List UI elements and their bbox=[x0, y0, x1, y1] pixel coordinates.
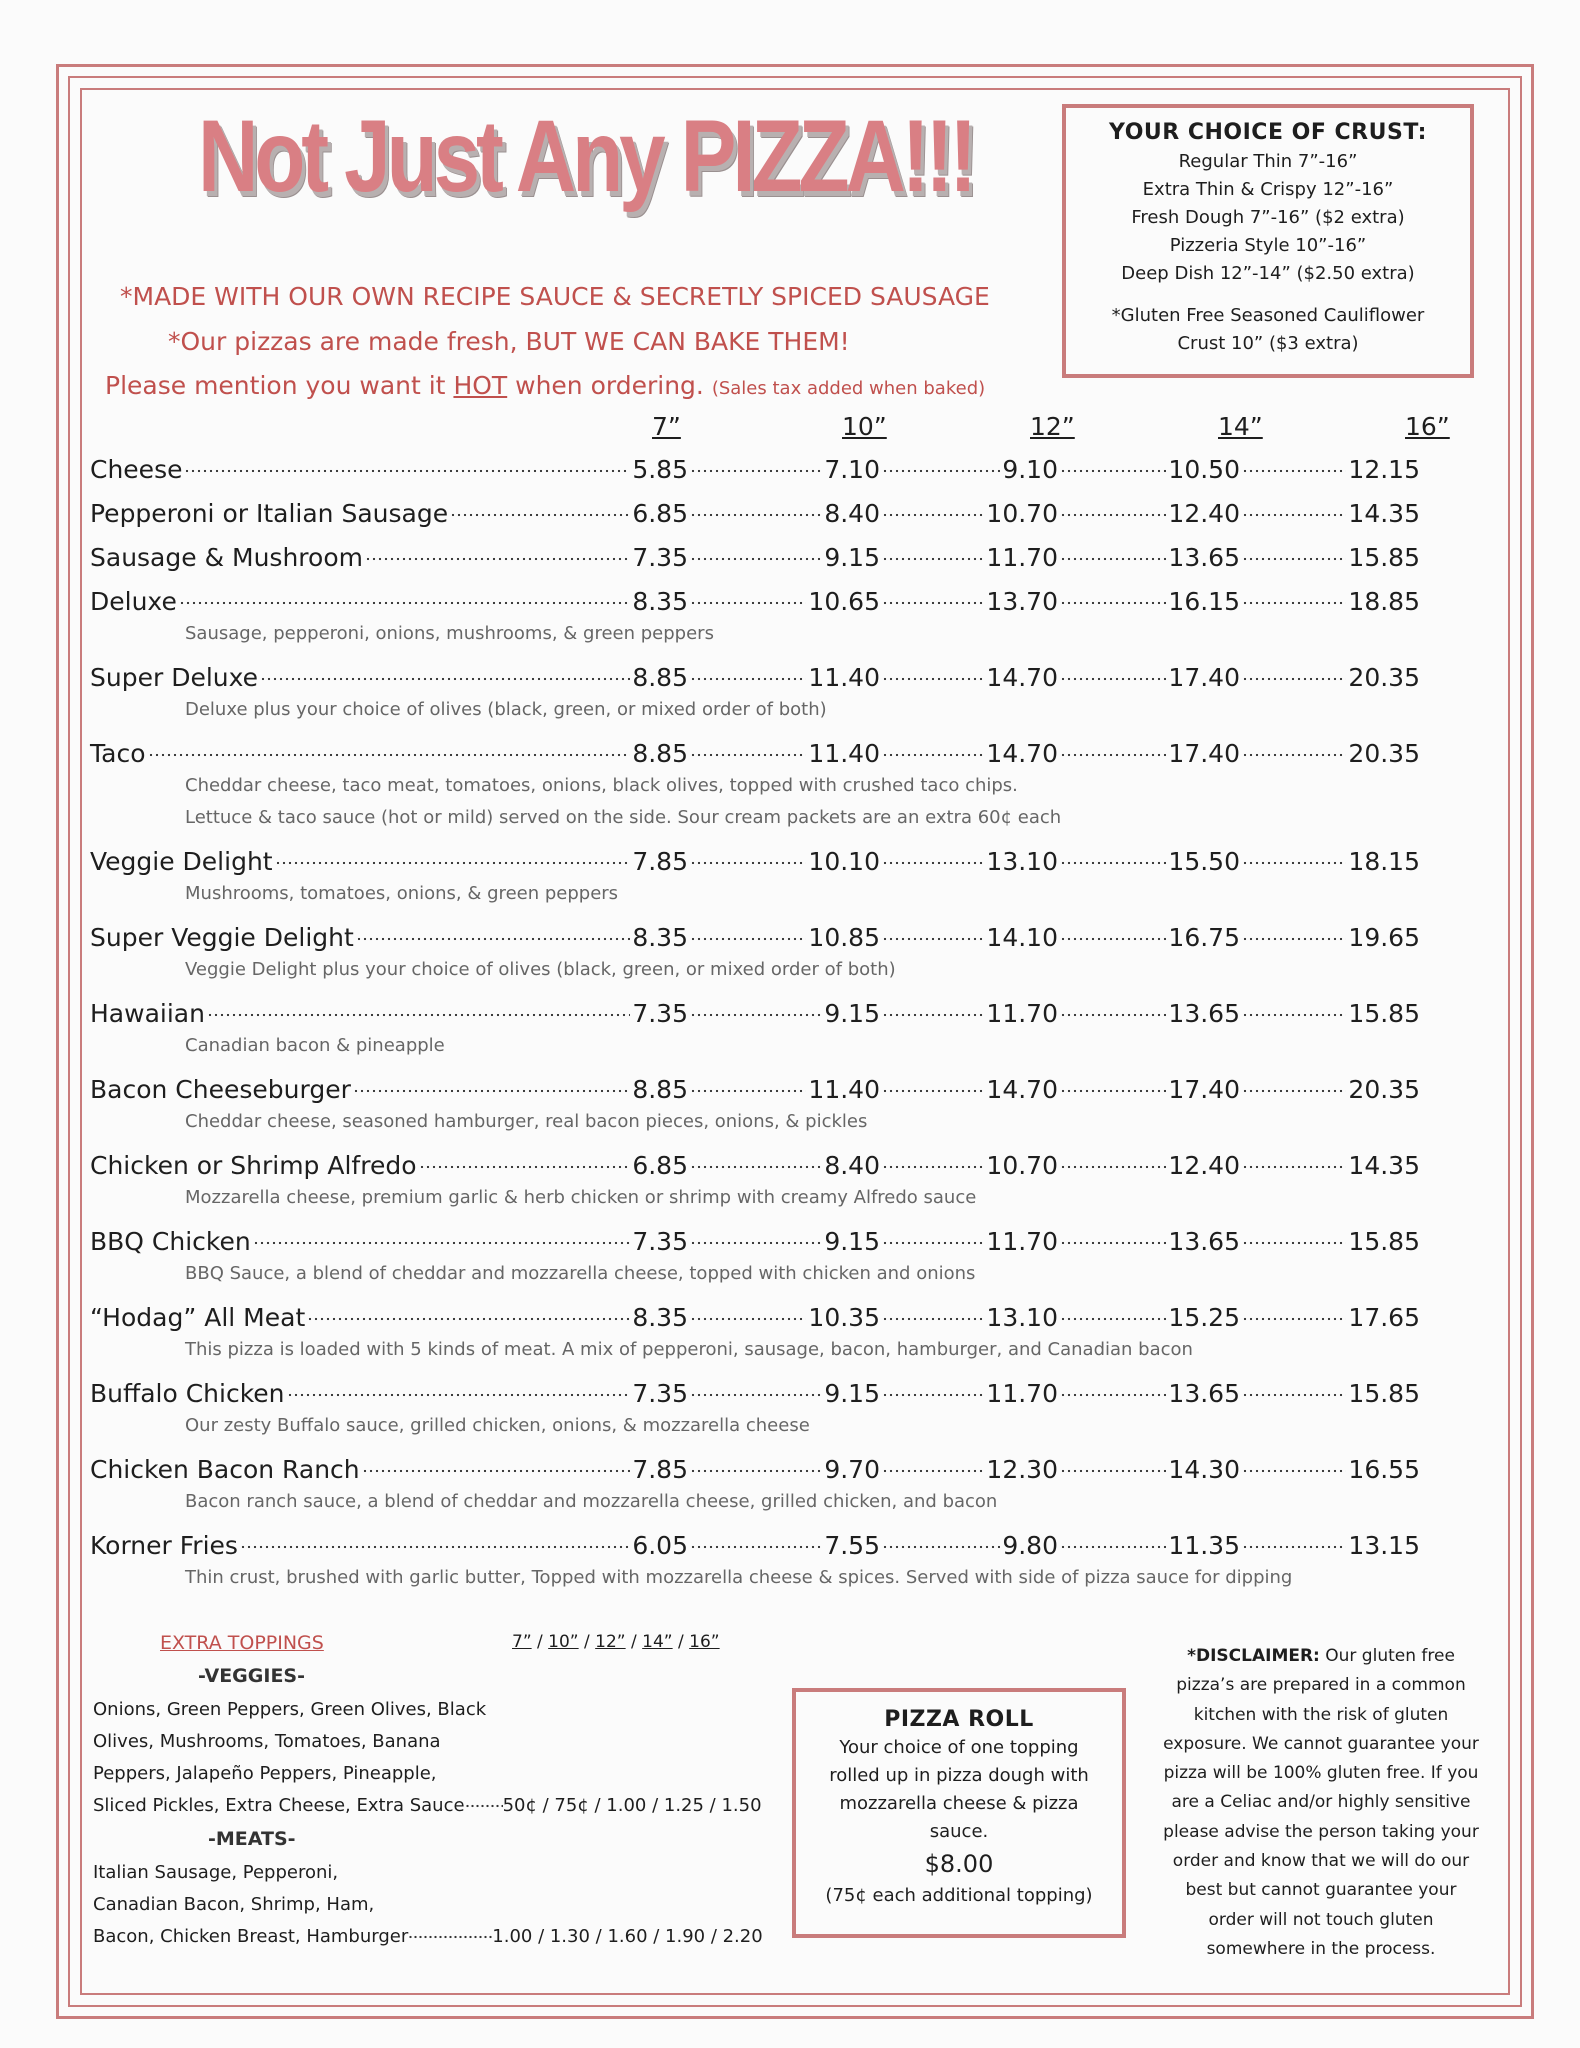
pizza-roll-box bbox=[792, 1688, 1126, 1938]
pizza-roll-price: $8.00 bbox=[924, 1850, 994, 1878]
menu-item-name: Chicken or Shrimp Alfredo bbox=[90, 1151, 417, 1180]
menu-item-price: 19.65 bbox=[1348, 923, 1420, 952]
menu-item-price: 11.70 bbox=[986, 1379, 1058, 1408]
menu-item-price: 16.75 bbox=[1168, 923, 1240, 952]
pizza-roll-desc: Your choice of one topping bbox=[839, 1737, 1079, 1758]
menu-item-price: 7.35 bbox=[632, 543, 688, 572]
menu-item-description: Canadian bacon & pineapple bbox=[185, 1035, 445, 1056]
veggie-toppings-line: Sliced Pickles, Extra Cheese, Extra Sauce 50¢ / 75¢ / 1.00 / 1.25 / 1.50 bbox=[93, 1795, 762, 1816]
menu-item-price: 9.15 bbox=[824, 1379, 880, 1408]
crust-option: Extra Thin & Crispy 12”-16” bbox=[1142, 179, 1394, 200]
menu-item-price: 13.10 bbox=[986, 1303, 1058, 1332]
pizza-roll-desc: mozzarella cheese & pizza bbox=[839, 1793, 1079, 1814]
menu-item-price: 11.70 bbox=[986, 543, 1058, 572]
pizza-roll-heading: PIZZA ROLL bbox=[884, 1707, 1034, 1732]
intro-recipe-note: *MADE WITH OUR OWN RECIPE SAUCE & SECRETLY SPICED SAUSAGE bbox=[120, 282, 990, 311]
crust-option: Pizzeria Style 10”-16” bbox=[1169, 235, 1367, 256]
menu-item-price: 17.40 bbox=[1168, 1075, 1240, 1104]
menu-item-name: BBQ Chicken bbox=[90, 1227, 251, 1256]
menu-item-row bbox=[90, 663, 1460, 699]
veggie-toppings-prices: 50¢ / 75¢ / 1.00 / 1.25 / 1.50 bbox=[502, 1795, 762, 1816]
menu-item-row bbox=[90, 587, 1460, 623]
menu-item-price: 8.40 bbox=[824, 499, 880, 528]
menu-item-price: 13.65 bbox=[1168, 999, 1240, 1028]
menu-item-price: 14.70 bbox=[986, 1075, 1058, 1104]
menu-item-price: 9.15 bbox=[824, 543, 880, 572]
menu-item-price: 9.70 bbox=[824, 1455, 880, 1484]
menu-item-price: 10.70 bbox=[986, 499, 1058, 528]
menu-item-description: BBQ Sauce, a blend of cheddar and mozzarella cheese, topped with chicken and onions bbox=[185, 1263, 976, 1284]
menu-item-description: Cheddar cheese, seasoned hamburger, real bacon pieces, onions, & pickles bbox=[185, 1111, 868, 1132]
menu-item-description: Deluxe plus your choice of olives (black, green, or mixed order of both) bbox=[185, 699, 827, 720]
menu-item-row bbox=[90, 455, 1460, 491]
menu-item-price: 15.85 bbox=[1348, 999, 1420, 1028]
menu-item-price: 16.55 bbox=[1348, 1455, 1420, 1484]
menu-item-price: 15.85 bbox=[1348, 1379, 1420, 1408]
menu-item-description: This pizza is loaded with 5 kinds of meat. A mix of pepperoni, sausage, bacon, hamburger, and Canadian bacon bbox=[185, 1339, 1193, 1360]
menu-item-row bbox=[90, 1531, 1460, 1567]
menu-item-name: Super Veggie Delight bbox=[90, 923, 354, 952]
menu-item-price: 11.35 bbox=[1168, 1531, 1240, 1560]
menu-item-price: 7.10 bbox=[824, 455, 880, 484]
veggie-toppings-line: Onions, Green Peppers, Green Olives, Black bbox=[93, 1699, 487, 1720]
menu-item-name: Taco bbox=[90, 739, 146, 768]
menu-item-price: 7.55 bbox=[824, 1531, 880, 1560]
menu-item-price: 10.35 bbox=[808, 1303, 880, 1332]
gluten-disclaimer: *DISCLAIMER: Our gluten free pizza’s are prepared in a common kitchen with the risk of gluten exposure. We cannot guarantee your pizza will be 100% gluten free. If you are a Celiac and/or highly sensitive please advise the person taking your order and know that we will do our best but cannot guarantee your order will not touch gluten somewhere in the process. bbox=[1163, 1646, 1479, 1959]
menu-item-row bbox=[90, 1227, 1460, 1263]
menu-item-row bbox=[90, 923, 1460, 959]
menu-item-price: 7.35 bbox=[632, 1227, 688, 1256]
sales-tax-note: (Sales tax added when baked) bbox=[711, 378, 986, 399]
menu-item-price: 7.85 bbox=[632, 847, 688, 876]
menu-item-price: 6.85 bbox=[632, 1151, 688, 1180]
menu-item-price: 9.10 bbox=[1002, 455, 1058, 484]
menu-item-price: 13.10 bbox=[986, 847, 1058, 876]
menu-item-name: “Hodag” All Meat bbox=[90, 1303, 306, 1332]
menu-item-description: Lettuce & taco sauce (hot or mild) served on the side. Sour cream packets are an extra 60¢ each bbox=[185, 807, 1062, 828]
gluten-free-crust: *Gluten Free Seasoned Cauliflower bbox=[1111, 305, 1425, 326]
menu-item-price: 11.40 bbox=[808, 663, 880, 692]
menu-item-price: 13.15 bbox=[1348, 1531, 1420, 1560]
menu-item-row bbox=[90, 847, 1460, 883]
menu-item-price: 20.35 bbox=[1348, 1075, 1420, 1104]
size-header-14: 14” bbox=[1218, 412, 1263, 441]
size-header-12: 12” bbox=[1030, 412, 1075, 441]
menu-item-price: 8.85 bbox=[632, 1075, 688, 1104]
gluten-free-crust-price: Crust 10” ($3 extra) bbox=[1177, 333, 1359, 354]
menu-item-row bbox=[90, 999, 1460, 1035]
menu-item-price: 6.05 bbox=[632, 1531, 688, 1560]
menu-item-price: 9.80 bbox=[1002, 1531, 1058, 1560]
menu-item-name: Bacon Cheeseburger bbox=[90, 1075, 351, 1104]
menu-item-description: Cheddar cheese, taco meat, tomatoes, onions, black olives, topped with crushed taco chips. bbox=[185, 775, 1018, 796]
crust-heading: YOUR CHOICE OF CRUST: bbox=[1109, 120, 1427, 145]
menu-item-price: 15.25 bbox=[1168, 1303, 1240, 1332]
menu-item-price: 14.70 bbox=[986, 663, 1058, 692]
veggie-toppings-line: Peppers, Jalapeño Peppers, Pineapple, bbox=[93, 1763, 437, 1784]
menu-item-price: 11.70 bbox=[986, 1227, 1058, 1256]
menu-item-row bbox=[90, 1303, 1460, 1339]
size-header-16: 16” bbox=[1405, 412, 1450, 441]
menu-item-price: 7.85 bbox=[632, 1455, 688, 1484]
menu-item-price: 14.70 bbox=[986, 739, 1058, 768]
menu-item-name: Deluxe bbox=[90, 587, 177, 616]
menu-item-price: 11.40 bbox=[808, 739, 880, 768]
menu-item-name: Cheese bbox=[90, 455, 183, 484]
menu-item-name: Sausage & Mushroom bbox=[90, 543, 363, 572]
intro-fresh-note: *Our pizzas are made fresh, BUT WE CAN BAKE THEM! bbox=[168, 327, 850, 356]
menu-item-price: 6.85 bbox=[632, 499, 688, 528]
pizza-roll-desc: sauce. bbox=[929, 1821, 989, 1842]
menu-item-name: Veggie Delight bbox=[90, 847, 273, 876]
menu-item-price: 10.50 bbox=[1168, 455, 1240, 484]
menu-item-description: Thin crust, brushed with garlic butter, Topped with mozzarella cheese & spices. Served with side of pizza sauce for dipping bbox=[185, 1567, 1293, 1588]
intro-hot-note: Please mention you want it HOT when ordering. (Sales tax added when baked) bbox=[105, 371, 986, 400]
menu-item-price: 15.85 bbox=[1348, 1227, 1420, 1256]
menu-item-price: 9.15 bbox=[824, 1227, 880, 1256]
hot-emphasis: HOT bbox=[453, 371, 508, 400]
menu-item-description: Bacon ranch sauce, a blend of cheddar and mozzarella cheese, grilled chicken, and bacon bbox=[185, 1491, 998, 1512]
menu-item-price: 17.40 bbox=[1168, 663, 1240, 692]
menu-item-row bbox=[90, 1151, 1460, 1187]
menu-item-name: Hawaiian bbox=[90, 999, 205, 1028]
menu-item-price: 20.35 bbox=[1348, 739, 1420, 768]
menu-item-price: 15.85 bbox=[1348, 543, 1420, 572]
menu-item-price: 11.40 bbox=[808, 1075, 880, 1104]
menu-item-price: 9.15 bbox=[824, 999, 880, 1028]
menu-item-price: 18.15 bbox=[1348, 847, 1420, 876]
menu-item-name: Pepperoni or Italian Sausage bbox=[90, 499, 449, 528]
crust-option: Deep Dish 12”-14” ($2.50 extra) bbox=[1121, 263, 1415, 284]
menu-item-price: 10.70 bbox=[986, 1151, 1058, 1180]
menu-item-price: 7.35 bbox=[632, 999, 688, 1028]
menu-item-price: 12.30 bbox=[986, 1455, 1058, 1484]
menu-item-price: 7.35 bbox=[632, 1379, 688, 1408]
meat-toppings-line: Italian Sausage, Pepperoni, bbox=[93, 1862, 339, 1883]
menu-item-row bbox=[90, 499, 1460, 535]
menu-item-row bbox=[90, 1075, 1460, 1111]
menu-item-price: 20.35 bbox=[1348, 663, 1420, 692]
menu-item-name: Buffalo Chicken bbox=[90, 1379, 285, 1408]
disclaimer-label: *DISCLAIMER: bbox=[1187, 1646, 1320, 1666]
menu-item-price: 17.65 bbox=[1348, 1303, 1420, 1332]
veggie-toppings-line: Olives, Mushrooms, Tomatoes, Banana bbox=[93, 1731, 441, 1752]
menu-item-row bbox=[90, 1379, 1460, 1415]
extra-toppings-sizes: 7” / 10” / 12” / 14” / 16” bbox=[512, 1632, 720, 1652]
size-header-7: 7” bbox=[652, 412, 681, 441]
meat-toppings-line: Canadian Bacon, Shrimp, Ham, bbox=[93, 1894, 375, 1915]
menu-item-price: 8.35 bbox=[632, 1303, 688, 1332]
menu-item-price: 8.35 bbox=[632, 587, 688, 616]
pizza-roll-note: (75¢ each additional topping) bbox=[825, 1885, 1093, 1906]
crust-option: Regular Thin 7”-16” bbox=[1178, 151, 1358, 172]
pizza-roll-desc: rolled up in pizza dough with bbox=[829, 1765, 1089, 1786]
size-header-10: 10” bbox=[842, 412, 887, 441]
menu-item-price: 18.85 bbox=[1348, 587, 1420, 616]
menu-item-description: Veggie Delight plus your choice of olives (black, green, or mixed order of both) bbox=[185, 959, 896, 980]
menu-item-price: 12.40 bbox=[1168, 1151, 1240, 1180]
menu-item-price: 11.70 bbox=[986, 999, 1058, 1028]
crust-option: Fresh Dough 7”-16” ($2 extra) bbox=[1131, 207, 1405, 228]
menu-item-price: 13.65 bbox=[1168, 543, 1240, 572]
menu-title: Not Just Any PIZZA!!! bbox=[198, 99, 974, 213]
meat-toppings-line: Bacon, Chicken Breast, Hamburger 1.00 / 1.30 / 1.60 / 1.90 / 2.20 bbox=[93, 1926, 763, 1947]
menu-item-row bbox=[90, 1455, 1460, 1491]
menu-item-price: 13.70 bbox=[986, 587, 1058, 616]
meats-heading: -MEATS- bbox=[208, 1828, 296, 1850]
menu-item-price: 12.15 bbox=[1348, 455, 1420, 484]
menu-item-price: 15.50 bbox=[1168, 847, 1240, 876]
menu-item-price: 8.85 bbox=[632, 739, 688, 768]
extra-toppings-heading: EXTRA TOPPINGS bbox=[160, 1632, 324, 1654]
menu-item-price: 13.65 bbox=[1168, 1227, 1240, 1256]
menu-item-price: 8.40 bbox=[824, 1151, 880, 1180]
menu-item-price: 14.35 bbox=[1348, 499, 1420, 528]
menu-item-price: 12.40 bbox=[1168, 499, 1240, 528]
crust-options-box bbox=[1062, 104, 1474, 378]
menu-item-price: 8.35 bbox=[632, 923, 688, 952]
menu-item-price: 16.15 bbox=[1168, 587, 1240, 616]
menu-item-price: 14.30 bbox=[1168, 1455, 1240, 1484]
menu-item-price: 14.10 bbox=[986, 923, 1058, 952]
menu-item-row bbox=[90, 543, 1460, 579]
menu-item-price: 8.85 bbox=[632, 663, 688, 692]
menu-item-price: 17.40 bbox=[1168, 739, 1240, 768]
menu-item-price: 10.10 bbox=[808, 847, 880, 876]
menu-item-name: Korner Fries bbox=[90, 1531, 238, 1560]
menu-item-price: 10.85 bbox=[808, 923, 880, 952]
menu-item-description: Our zesty Buffalo sauce, grilled chicken, onions, & mozzarella cheese bbox=[185, 1415, 810, 1436]
menu-item-name: Chicken Bacon Ranch bbox=[90, 1455, 360, 1484]
menu-item-name: Super Deluxe bbox=[90, 663, 259, 692]
menu-item-price: 13.65 bbox=[1168, 1379, 1240, 1408]
menu-item-description: Mushrooms, tomatoes, onions, & green peppers bbox=[185, 883, 619, 904]
menu-item-price: 5.85 bbox=[632, 455, 688, 484]
veggies-heading: -VEGGIES- bbox=[198, 1665, 305, 1687]
menu-item-price: 14.35 bbox=[1348, 1151, 1420, 1180]
meat-toppings-prices: 1.00 / 1.30 / 1.60 / 1.90 / 2.20 bbox=[492, 1926, 763, 1947]
menu-item-description: Mozzarella cheese, premium garlic & herb chicken or shrimp with creamy Alfredo sauce bbox=[185, 1187, 977, 1208]
menu-item-description: Sausage, pepperoni, onions, mushrooms, & green peppers bbox=[185, 623, 714, 644]
menu-item-price: 10.65 bbox=[808, 587, 880, 616]
menu-item-row bbox=[90, 739, 1460, 775]
